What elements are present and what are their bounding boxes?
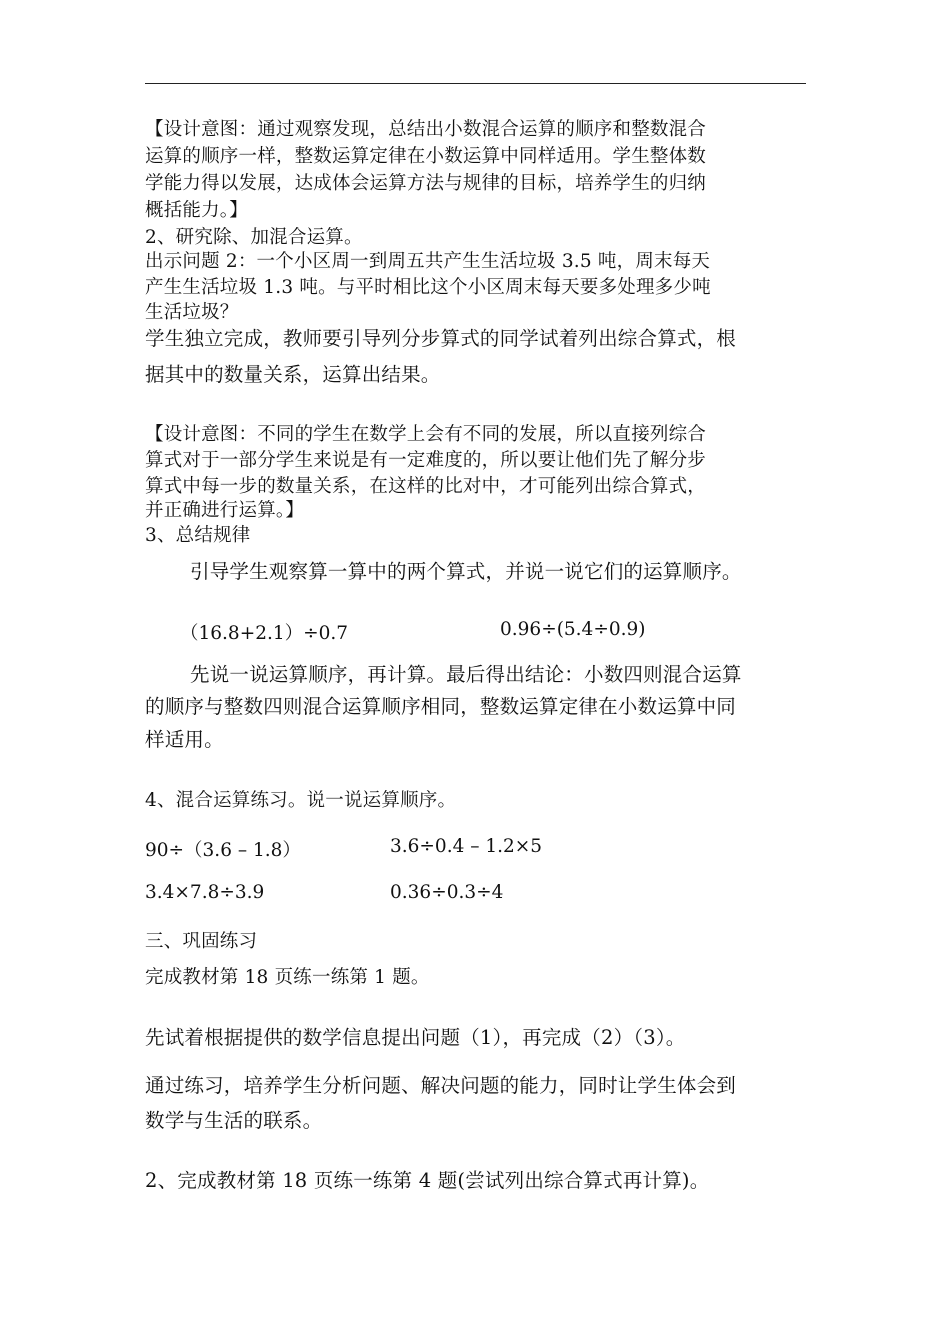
task-2: 2、完成教材第 18 页练一练第 4 题(尝试列出综合算式再计算)。 bbox=[145, 1169, 710, 1192]
exercise-3: 3.4×7.8÷3.9 bbox=[145, 882, 265, 903]
text-line: 概括能力。】 bbox=[145, 200, 248, 221]
text-line: 【设计意图：不同的学生在数学上会有不同的发展，所以直接列综合 bbox=[145, 424, 707, 445]
exercise-4: 0.36÷0.3÷4 bbox=[390, 882, 504, 903]
header-rule bbox=[145, 83, 806, 84]
task-1: 完成教材第 18 页练一练第 1 题。 bbox=[145, 967, 430, 988]
text-line: 【设计意图：通过观察发现，总结出小数混合运算的顺序和整数混合 bbox=[145, 119, 707, 140]
text-line: 通过练习，培养学生分析问题、解决问题的能力，同时让学生体会到 bbox=[145, 1074, 737, 1097]
text-line: 算式中每一步的数量关系，在这样的比对中，才可能列出综合算式， bbox=[145, 476, 707, 497]
text-line: 的顺序与整数四则混合运算顺序相同，整数运算定律在小数运算中同 bbox=[145, 695, 737, 718]
text-line: 据其中的数量关系，运算出结果。 bbox=[145, 363, 441, 386]
text-line: 先说一说运算顺序，再计算。最后得出结论：小数四则混合运算 bbox=[190, 663, 742, 686]
text-line: 数学与生活的联系。 bbox=[145, 1109, 323, 1132]
guide-text: 引导学生观察算一算中的两个算式，并说一说它们的运算顺序。 bbox=[190, 560, 742, 583]
text-line: 产生生活垃圾 1.3 吨。与平时相比这个小区周末每天要多处理多少吨 bbox=[145, 277, 711, 298]
section-3-heading: 三、巩固练习 bbox=[145, 931, 258, 952]
heading-2: 2、研究除、加混合运算。 bbox=[145, 227, 363, 248]
heading-4: 4、混合运算练习。说一说运算顺序。 bbox=[145, 790, 457, 811]
text-line: 算式对于一部分学生来说是有一定难度的，所以要让他们先了解分步 bbox=[145, 450, 707, 471]
exercise-1: 90÷（3.6 – 1.8） bbox=[145, 840, 301, 861]
text-line: 运算的顺序一样，整数运算定律在小数运算中同样适用。学生整体数 bbox=[145, 146, 707, 167]
text-line: 学生独立完成，教师要引导列分步算式的同学试着列出综合算式，根 bbox=[145, 327, 737, 350]
text-line: 并正确进行运算。】 bbox=[145, 500, 305, 521]
text-line: 学能力得以发展，达成体会运算方法与规律的目标，培养学生的归纳 bbox=[145, 173, 707, 194]
heading-3: 3、总结规律 bbox=[145, 525, 251, 546]
text-line: 样适用。 bbox=[145, 728, 224, 751]
text-line: 生活垃圾？ bbox=[145, 302, 239, 323]
expression-b: 0.96÷(5.4÷0.9) bbox=[500, 619, 646, 640]
text-line: 出示问题 2：一个小区周一到周五共产生生活垃圾 3.5 吨，周末每天 bbox=[145, 251, 711, 272]
task-1-detail: 先试着根据提供的数学信息提出问题（1），再完成（2）（3）。 bbox=[145, 1026, 686, 1049]
expression-a: （16.8+2.1）÷0.7 bbox=[180, 623, 349, 644]
exercise-2: 3.6÷0.4 – 1.2×5 bbox=[390, 836, 543, 857]
